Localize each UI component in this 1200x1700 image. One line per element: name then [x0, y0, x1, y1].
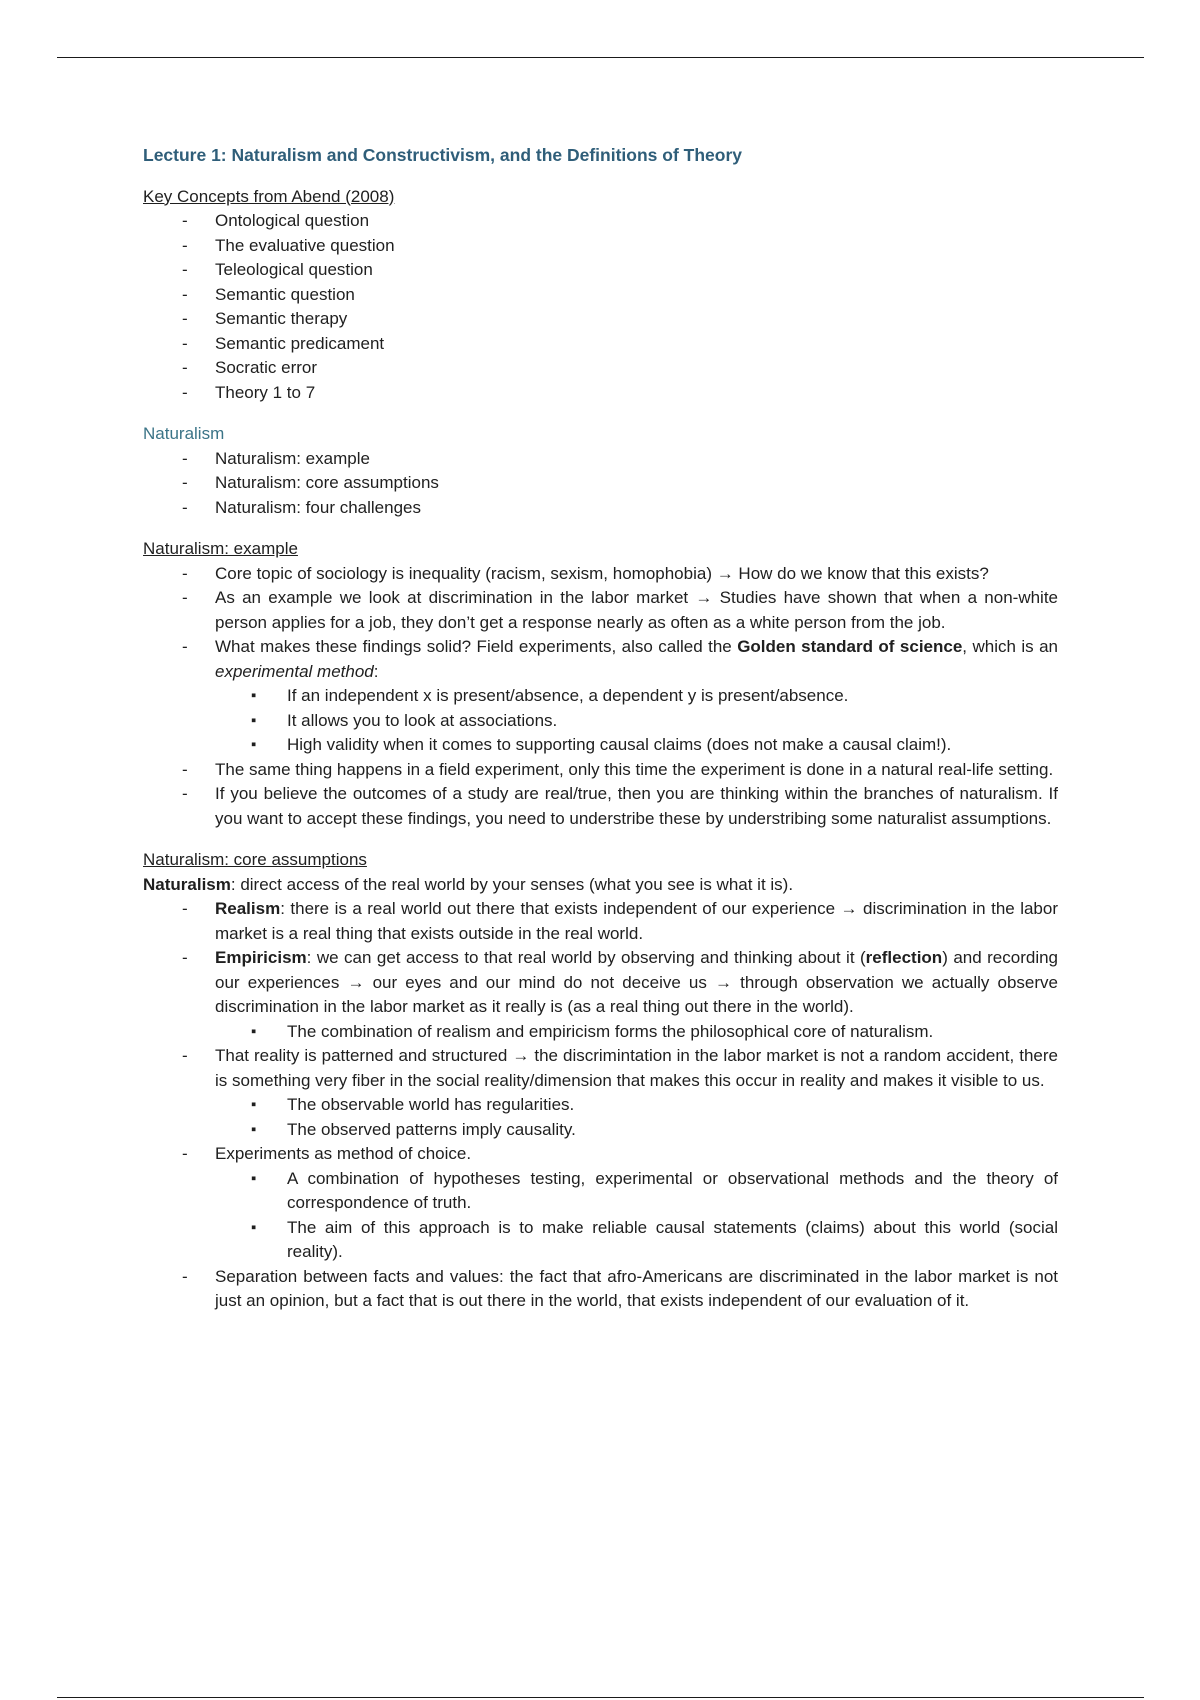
- text: What makes these findings solid? Field experiments, also called the: [215, 637, 738, 656]
- list-item: - Semantic therapy: [143, 307, 1058, 332]
- bold-term: Empiricism: [215, 948, 307, 967]
- pattern-sublist: [215, 1093, 1058, 1142]
- list-item: - Separation between facts and values: the fact that afro-Americans are discriminated in the labor market is not just an opinion, but a fact that is out there in the world, that exists independent of our evaluation of it.: [143, 1265, 1058, 1314]
- bold-term: Realism: [215, 899, 281, 918]
- core-assumptions-heading: Naturalism: core assumptions: [143, 850, 367, 869]
- list-item: - Naturalism: four challenges: [143, 496, 1058, 521]
- text: Experiments as method of choice.: [215, 1144, 472, 1163]
- sub-list-item: ▪ A combination of hypotheses testing, experimental or observational methods and the theory of correspondence of truth.: [215, 1167, 1058, 1216]
- list-item: [143, 635, 1058, 758]
- italic-term: experimental method: [215, 661, 374, 681]
- sub-list-item: ▪ The observable world has regularities.: [215, 1093, 1058, 1118]
- list-item: - As an example we look at discrimination in the labor market → Studies have shown that when a non-white person applies for a job, they don’t get a response nearly as often as a white person from the job.: [143, 586, 1058, 635]
- page-title: Lecture 1: Naturalism and Constructivism, and the Definitions of Theory: [143, 145, 742, 165]
- naturalism-list: [143, 447, 1058, 521]
- key-concepts-list: [143, 209, 1058, 405]
- list-item: - The evaluative question: [143, 234, 1058, 259]
- example-heading: Naturalism: example: [143, 539, 298, 558]
- list-item: [143, 1044, 1058, 1142]
- bold-term: reflection: [865, 948, 943, 967]
- text: : there is a real world out there that exists independent of our experience → discrimination in the labor market is a real thing that exists outside in the real world.: [215, 899, 1058, 943]
- list-item: - Semantic question: [143, 283, 1058, 308]
- list-item: - The same thing happens in a field experiment, only this time the experiment is done in a natural real-life setting.: [143, 758, 1058, 783]
- example-sublist: [215, 684, 1058, 758]
- sub-list-item: ▪ The observed patterns imply causality.: [215, 1118, 1058, 1143]
- list-item: - Core topic of sociology is inequality (racism, sexism, homophobia) → How do we know that this exists?: [143, 562, 1058, 587]
- sub-list-item: ▪ The aim of this approach is to make reliable causal statements (claims) about this world (social reality).: [215, 1216, 1058, 1265]
- list-item: - Teleological question: [143, 258, 1058, 283]
- empiricism-sublist: [215, 1020, 1058, 1045]
- list-item: - Socratic error: [143, 356, 1058, 381]
- list-item: - Naturalism: core assumptions: [143, 471, 1058, 496]
- experiments-sublist: [215, 1167, 1058, 1265]
- text: That reality is patterned and structured → the discrimintation in the labor market is not a random accident, there is something very fiber in the social reality/dimension that makes this occur in reality and makes it visible to us.: [215, 1046, 1058, 1090]
- list-item: [143, 1142, 1058, 1265]
- bold-term: Golden standard of science: [737, 637, 963, 656]
- header-rule: [57, 57, 1144, 58]
- text: : direct access of the real world by your senses (what you see is what it is).: [230, 874, 794, 894]
- text: :: [373, 661, 379, 681]
- list-item: [143, 897, 1058, 946]
- list-item: - Naturalism: example: [143, 447, 1058, 472]
- sub-list-item: ▪ If an independent x is present/absence, a dependent y is present/absence.: [215, 684, 1058, 709]
- sub-list-item: ▪ High validity when it comes to supporting causal claims (does not make a causal claim!).: [215, 733, 1058, 758]
- list-item: - Semantic predicament: [143, 332, 1058, 357]
- list-item: [143, 946, 1058, 1044]
- key-concepts-heading: Key Concepts from Abend (2008): [143, 186, 395, 206]
- naturalism-heading: Naturalism: [143, 424, 225, 443]
- sub-list-item: ▪ It allows you to look at associations.: [215, 709, 1058, 734]
- document-page: [143, 143, 1058, 1314]
- naturalism-definition: [143, 873, 1058, 898]
- text: ) and recording our experiences → our eyes and our mind do not deceive us → through observation we actually observe discrimination in the labor market as it really is (as a real thing out there in the world).: [215, 948, 1059, 1016]
- list-item: - Theory 1 to 7: [143, 381, 1058, 406]
- core-assumptions-list: [143, 897, 1058, 1314]
- example-list: [143, 562, 1058, 832]
- text: : we can get access to that real world by observing and thinking about it (: [306, 948, 866, 967]
- bold-term: Naturalism: [143, 874, 231, 894]
- sub-list-item: ▪ The combination of realism and empiricism forms the philosophical core of naturalism.: [215, 1020, 1058, 1045]
- footer-rule: [57, 1697, 1144, 1698]
- list-item: - If you believe the outcomes of a study are real/true, then you are thinking within the branches of naturalism. If you want to accept these findings, you need to understribe these by understribing some naturalist assumptions.: [143, 782, 1058, 831]
- text: , which is an: [962, 637, 1058, 656]
- list-item: - Ontological question: [143, 209, 1058, 234]
